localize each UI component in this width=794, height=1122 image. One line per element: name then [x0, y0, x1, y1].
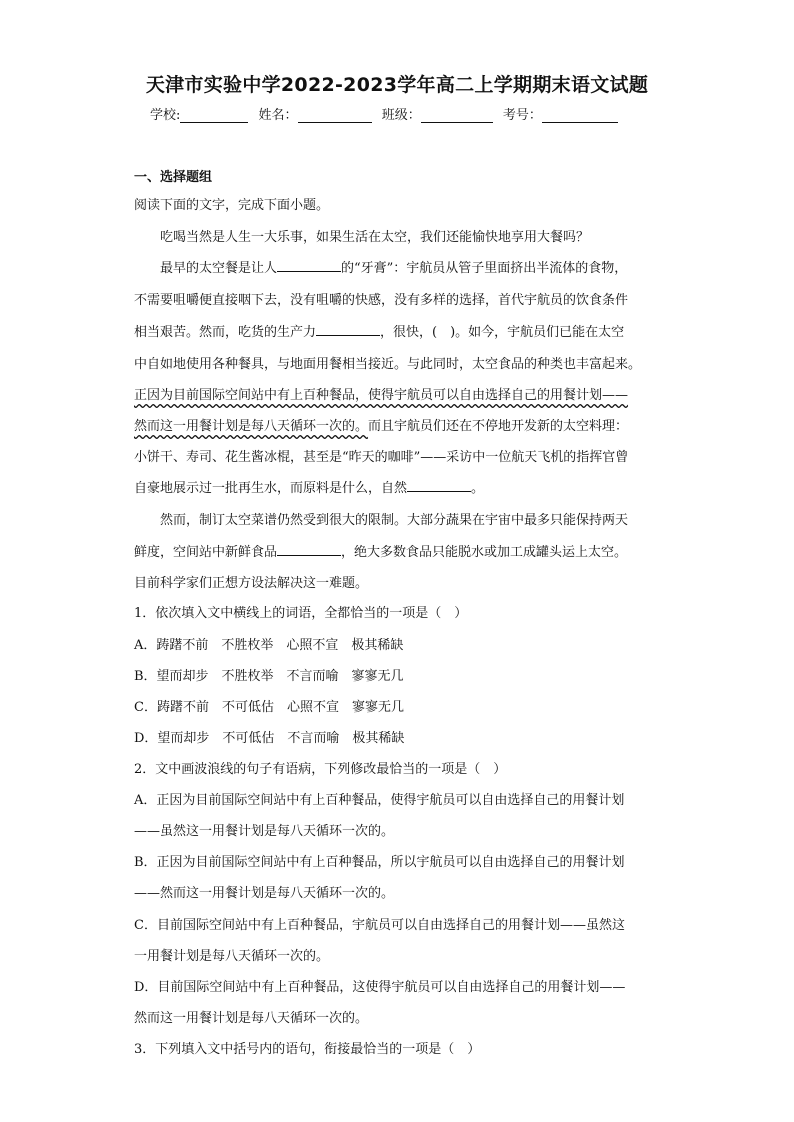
answer-option-d[interactable]: D．望而却步 不可低估 不言而喻 极其稀缺	[134, 731, 405, 746]
question-stem: 2．文中画波浪线的句子有语病，下列修改最恰当的一项是（ ）	[134, 762, 507, 777]
question-stem: 3．下列填入文中括号内的语句，衔接最恰当的一项是（ ）	[134, 1042, 481, 1057]
name-label: 姓名：	[258, 108, 298, 123]
passage-text: ，很快，( )。如今，宇航员们已能在太空	[380, 325, 625, 340]
passage-line: 然而，制订太空菜谱仍然受到很大的限制。大部分蔬果在宇宙中最多只能保持两天	[160, 513, 629, 528]
answer-option-b[interactable]: B．望而却步 不胜枚举 不言而喻 寥寥无几	[134, 669, 404, 684]
passage-text: 最早的太空餐是让人	[160, 261, 278, 276]
name-field[interactable]	[298, 108, 372, 123]
passage-text: 而且宇航员们还在不停地开发新的太空料理：	[368, 419, 629, 434]
passage-line: 目前科学家们正想方设法解决这一难题。	[134, 576, 369, 591]
passage-text: 。	[471, 481, 485, 496]
exam-title: 天津市实验中学2022-2023学年高二上学期期末语文试题	[145, 74, 649, 96]
question-stem: 1．依次填入文中横线上的词语，全都恰当的一项是（ ）	[134, 606, 468, 621]
class-label: 班级：	[381, 108, 421, 123]
passage-text: 鲜度，空间站中新鲜食品	[134, 545, 278, 560]
passage-line	[160, 257, 627, 276]
class-field[interactable]	[421, 108, 493, 123]
answer-option-d-continued[interactable]: 然而这一用餐计划是每八天循环一次的。	[134, 1011, 369, 1026]
exam-number-label: 考号：	[502, 108, 542, 123]
fill-blank-1	[277, 259, 341, 272]
wavy-underlined-sentence: 正因为目前国际空间站中有上百种餐品，使得宇航员可以自由选择自己的用餐计划——	[134, 388, 629, 403]
passage-text: 的“牙膏”：宇航员从管子里面挤出半流体的食物，	[341, 261, 628, 276]
answer-option-a-continued[interactable]: ——虽然这一用餐计划是每八天循环一次的。	[134, 824, 395, 839]
fill-blank-4	[277, 543, 341, 556]
fill-blank-2	[316, 323, 380, 336]
section-title: 一、选择题组	[134, 170, 213, 185]
fill-blank-3	[407, 479, 471, 492]
section-instruction: 阅读下面的文字，完成下面小题。	[134, 198, 330, 213]
passage-line	[134, 541, 627, 560]
answer-option-c-continued[interactable]: 一用餐计划是每八天循环一次的。	[134, 949, 330, 964]
answer-option-c[interactable]: C．目前国际空间站中有上百种餐品，宇航员可以自由选择自己的用餐计划——虽然这	[134, 918, 625, 933]
passage-paragraph-1: 吃喝当然是人生一大乐事，如果生活在太空，我们还能愉快地享用大餐吗？	[160, 230, 590, 245]
wavy-underlined-sentence: 然而这一用餐计划是每八天循环一次的。	[134, 419, 369, 434]
answer-option-a[interactable]: A．正因为目前国际空间站中有上百种餐品，使得宇航员可以自由选择自己的用餐计划	[134, 793, 625, 808]
passage-line	[134, 415, 628, 434]
passage-line: 中自如地使用各种餐具，与地面用餐相当接近。与此同时，太空食品的种类也丰富起来。	[134, 357, 642, 372]
school-field[interactable]	[180, 108, 248, 123]
passage-text: 相当艰苦。然而，吃货的生产力	[134, 325, 317, 340]
passage-line: 小饼干、寿司、花生酱冰棍，甚至是“昨天的咖啡”——采访中一位航天飞机的指挥官曾	[134, 450, 629, 465]
passage-line	[134, 321, 624, 340]
passage-text: 自豪地展示过一批再生水，而原料是什么，自然	[134, 481, 408, 496]
answer-option-b-continued[interactable]: ——然而这一用餐计划是每八天循环一次的。	[134, 886, 395, 901]
answer-option-c[interactable]: C．踌躇不前 不可低估 心照不宣 寥寥无几	[134, 700, 404, 715]
answer-option-d[interactable]: D．目前国际空间站中有上百种餐品，这使得宇航员可以自由选择自己的用餐计划——	[134, 980, 626, 995]
passage-text: ，绝大多数食品只能脱水或加工成罐头运上太空。	[341, 545, 628, 560]
student-info-row	[150, 104, 624, 123]
passage-line: 不需要咀嚼便直接咽下去，没有咀嚼的快感，没有多样的选择，首代宇航员的饮食条件	[134, 293, 629, 308]
answer-option-b[interactable]: B．正因为目前国际空间站中有上百种餐品，所以宇航员可以自由选择自己的用餐计划	[134, 855, 625, 870]
exam-number-field[interactable]	[542, 108, 618, 123]
answer-option-a[interactable]: A．踌躇不前 不胜枚举 心照不宣 极其稀缺	[134, 638, 404, 653]
passage-line	[134, 477, 484, 496]
school-label: 学校:	[150, 108, 181, 123]
